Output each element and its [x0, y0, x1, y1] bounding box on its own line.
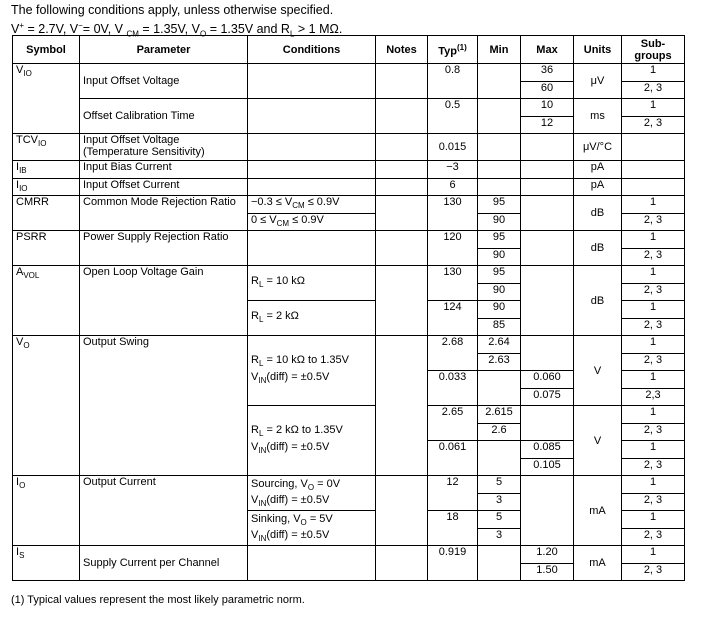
table-row: 0.033 0.060 1 [13, 371, 685, 389]
avol-cond-2: $R_L = 2$ kΩ [248, 301, 376, 336]
table-row: $R_L = 2$ kΩ 124 90 1 [13, 301, 685, 319]
io-cond-1: Sourcing, $V_O = 0V$ $V_{IN}(diff) = \pm 0.5V$ [248, 476, 376, 511]
col-subgroups: Sub- groups [622, 36, 685, 64]
table-row: PSRR Power Supply Rejection Ratio 120 95 dB 1 [13, 231, 685, 249]
table-row: $I_S$ Supply Current per Channel 0.919 1.20 mA 1 [13, 546, 685, 564]
avol-cond-1: $R_L = 10$ kΩ [248, 266, 376, 301]
col-min: Min [478, 36, 521, 64]
col-parameter: Parameter [80, 36, 248, 64]
table-row: 2.6 2, 3 [13, 423, 685, 441]
electrical-characteristics-table [12, 35, 685, 581]
table-row: $V_{IO}$ Input Offset Voltage 0.8 36 μV 1 [13, 64, 685, 82]
table-row: $0 \le V_{CM} \le 0.9V$ 90 2, 3 [13, 213, 685, 231]
col-units: Units [574, 36, 622, 64]
table-row: 0.075 2,3 [13, 388, 685, 406]
table-row: 3 2, 3 [13, 493, 685, 511]
table-row: Sinking, $V_O = 5V$ $V_{IN}(diff) = \pm 0.5V$ 18 5 1 [13, 511, 685, 529]
table-row: 12 2, 3 [13, 116, 685, 134]
cmrr-cond-2: $0 \le V_{CM} \le 0.9V$ [248, 213, 376, 231]
table-row: 60 2, 3 [13, 81, 685, 99]
table-row: 90 2, 3 [13, 248, 685, 266]
table-row: $A_{VOL}$ Open Loop Voltage Gain $R_L = 10$ kΩ 130 95 dB 1 [13, 266, 685, 284]
col-conditions: Conditions [248, 36, 376, 64]
param-tcv: Input Offset Voltage (Temperature Sensitivity) [80, 134, 248, 161]
symbol-is: $I_S$ [13, 546, 80, 581]
symbol-tcvio: $TCV_{IO}$ [13, 134, 80, 161]
intro-line-2: V+ = 2.7V, V−= 0V, V $_{CM}$ = 1.35V, $V_O = 1.35V$ and $R_L > 1$ MΩ. [11, 21, 343, 39]
symbol-avol: $A_{VOL}$ [13, 266, 80, 336]
col-symbol: Symbol [13, 36, 80, 64]
symbol-vo: $V_O$ [13, 336, 80, 476]
param-vio: Input Offset Voltage [80, 64, 248, 99]
symbol-io: $I_O$ [13, 476, 80, 546]
col-notes: Notes [376, 36, 428, 64]
symbol-iio: $I_{IO}$ [13, 178, 80, 196]
table-row: $R_L = 2$ kΩ to 1.35V $V_{IN}(diff) = \pm 0.5V$ 2.65 2.615 V 1 [13, 406, 685, 424]
table-row: 1.50 2, 3 [13, 563, 685, 581]
symbol-cmrr: CMRR [13, 196, 80, 231]
symbol-iib: $I_{IB}$ [13, 161, 80, 179]
footnote: (1) Typical values represent the most likely parametric norm. [11, 594, 305, 606]
table-row: 90 2, 3 [13, 283, 685, 301]
table-row: $I_{IB}$ Input Bias Current −3 pA [13, 161, 685, 179]
table-row: $V_O$ Output Swing $R_L = 10$ kΩ to 1.35V $V_{IN}(diff) = \pm 0.5V$ 2.68 2.64 V 1 [13, 336, 685, 354]
header-row [13, 36, 685, 64]
table-row: 2.63 2, 3 [13, 353, 685, 371]
col-typ: Typ$^{(1)}$ [428, 36, 478, 64]
col-max: Max [521, 36, 574, 64]
table-row: 0.061 0.085 1 [13, 441, 685, 459]
intro-line-1: The following conditions apply, unless otherwise specified. [11, 3, 334, 17]
table-row: Offset Calibration Time 0.5 10 ms 1 [13, 99, 685, 117]
vo-cond-2: $R_L = 2$ kΩ to 1.35V $V_{IN}(diff) = \pm 0.5V$ [248, 406, 376, 476]
table-row: $TCV_{IO}$ Input Offset Voltage (Temperature Sensitivity) 0.015 μV/°C [13, 134, 685, 161]
table-row: 85 2, 3 [13, 318, 685, 336]
table-row: 3 2, 3 [13, 528, 685, 546]
table-row: $I_{IO}$ Input Offset Current 6 pA [13, 178, 685, 196]
table-row: $I_O$ Output Current Sourcing, $V_O = 0V$ $V_{IN}(diff) = \pm 0.5V$ 12 5 mA 1 [13, 476, 685, 494]
param-cal: Offset Calibration Time [80, 99, 248, 134]
table-row: CMRR Common Mode Rejection Ratio $-0.3 \le V_{CM} \le 0.9V$ 130 95 dB 1 [13, 196, 685, 214]
symbol-psrr: PSRR [13, 231, 80, 266]
cmrr-cond-1: $-0.3 \le V_{CM} \le 0.9V$ [248, 196, 376, 214]
io-cond-2: Sinking, $V_O = 5V$ $V_{IN}(diff) = \pm 0.5V$ [248, 511, 376, 546]
table-row: 0.105 2, 3 [13, 458, 685, 476]
vo-cond-1: $R_L = 10$ kΩ to 1.35V $V_{IN}(diff) = \pm 0.5V$ [248, 336, 376, 406]
symbol-vio: $V_{IO}$ [13, 64, 80, 134]
